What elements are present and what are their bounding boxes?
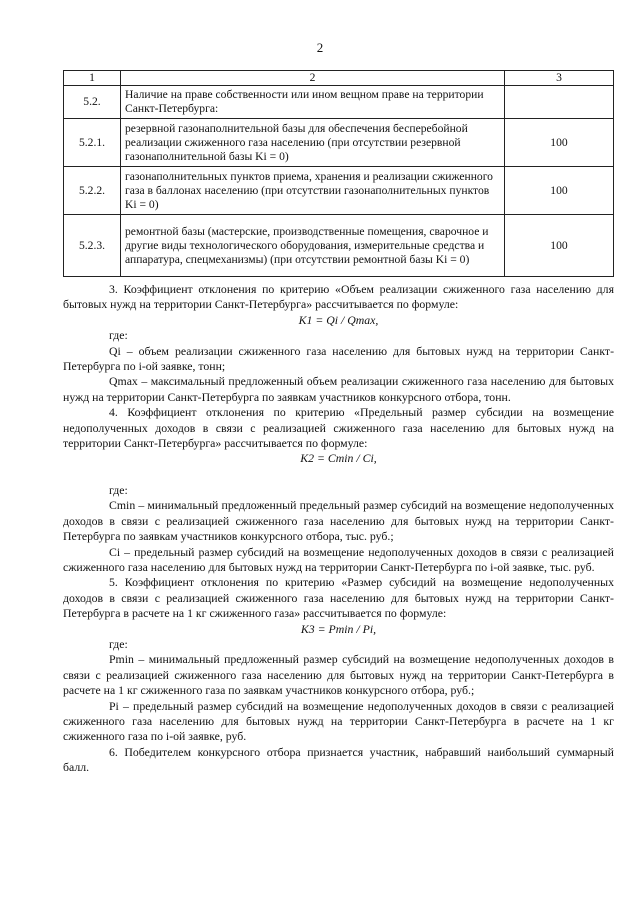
formula-k2: K2 = Cmin / Ci, [300,451,377,466]
definition-cmin: Cmin – минимальный предложенный предельный размер субсидий на возмещение недополученных доходов в связи с реализацией сжиженного газа населению для бытовых нужд на территории Санкт-Петербурга по заявкам участников конкурсного отбора, тыс. руб.; [63,498,614,544]
row-value: 100 [505,215,614,277]
formula-k3: K3 = Pmin / Pi, [300,621,377,636]
definition-pmin: Pmin – минимальный предложенный размер субсидий на возмещение недополученных доходов в связи с реализацией сжиженного газа населению для бытовых нужд на территории Санкт-Петербурга в расчете на 1 кг сжиженного газа по заявкам участников конкурсного отбора, руб.; [63,652,614,698]
spacer [63,467,614,483]
document-body [63,282,614,776]
table-row [64,167,614,215]
row-text: газонаполнительных пунктов приема, хранения и реализации сжиженного газа в баллонах населению (при отсутствии газонаполнительных пунктов Ki = 0) [121,167,505,215]
where-label: где: [109,636,128,651]
definition-pi: Pi – предельный размер субсидий на возмещение недополученных доходов в связи с реализацией сжиженного газа населению для бытовых нужд на территории Санкт-Петербурга в расчете на 1 кг сжиженного газа по i-ой заявке, руб. [63,698,614,744]
where-label: где: [109,482,128,497]
row-number: 5.2.1. [64,119,121,167]
definition-qmax: Qmax – максимальный предложенный объем реализации сжиженного газа населению для бытовых нужд на территории Санкт-Петербурга по заявкам участников конкурсного отбора, тонн. [63,374,614,404]
criteria-table [63,70,614,277]
formula-k1: K1 = Qi / Qmax, [298,312,379,327]
table-header-cell: 3 [505,71,614,86]
table-row [64,119,614,167]
row-number: 5.2. [64,86,121,119]
row-value: 100 [505,119,614,167]
table-row [64,86,614,119]
table-header-cell: 1 [64,71,121,86]
row-value [505,86,614,119]
paragraph-6: 6. Победителем конкурсного отбора признается участник, набравший наибольший суммарный балл. [63,744,614,775]
definition-qi: Qi – объем реализации сжиженного газа населению для бытовых нужд на территории Санкт-Петербурга по i-ой заявке, тонн; [63,343,614,374]
row-number: 5.2.3. [64,215,121,277]
row-text: резервной газонаполнительной базы для обеспечения бесперебойной реализации сжиженного газа населению (при отсутствии резервной газонаполнительной базы Ki = 0) [121,119,505,167]
paragraph-5: 5. Коэффициент отклонения по критерию «Размер субсидий на возмещение недополученных доходов в связи с реализацией сжиженного газа населению для бытовых нужд на территории Санкт-Петербурга в расчете на 1 кг сжиженного газа» рассчитывается по формуле: [63,575,614,621]
table-header-cell: 2 [121,71,505,86]
row-text: Наличие на праве собственности или ином вещном праве на территории Санкт-Петербурга: [121,86,505,119]
definition-ci: Ci – предельный размер субсидий на возмещение недополученных доходов в связи с реализацией сжиженного газа населению для бытовых нужд на территории Санкт-Петербурга по i-ой заявке, тыс. руб. [63,544,614,574]
paragraph-3: 3. Коэффициент отклонения по критерию «Объем реализации сжиженного газа населению для бытовых нужд на территории Санкт-Петербурга» рассчитывается по формуле: [63,282,614,312]
row-value: 100 [505,167,614,215]
where-label: где: [109,328,128,343]
table-header-row [64,71,614,86]
row-text: ремонтной базы (мастерские, производственные помещения, сварочное и другие виды технологического оборудования, измерительные средства и аппаратура, спецмеханизмы) (при отсутствии ремонтной базы Ki = 0) [121,215,505,277]
row-number: 5.2.2. [64,167,121,215]
paragraph-4: 4. Коэффициент отклонения по критерию «Предельный размер субсидии на возмещение недополученных доходов в связи с реализацией сжиженного газа населению для бытовых нужд на территории Санкт-Петербурга» рассчитывается по формуле: [63,405,614,451]
table-row [64,215,614,277]
page-number: 2 [316,40,324,55]
